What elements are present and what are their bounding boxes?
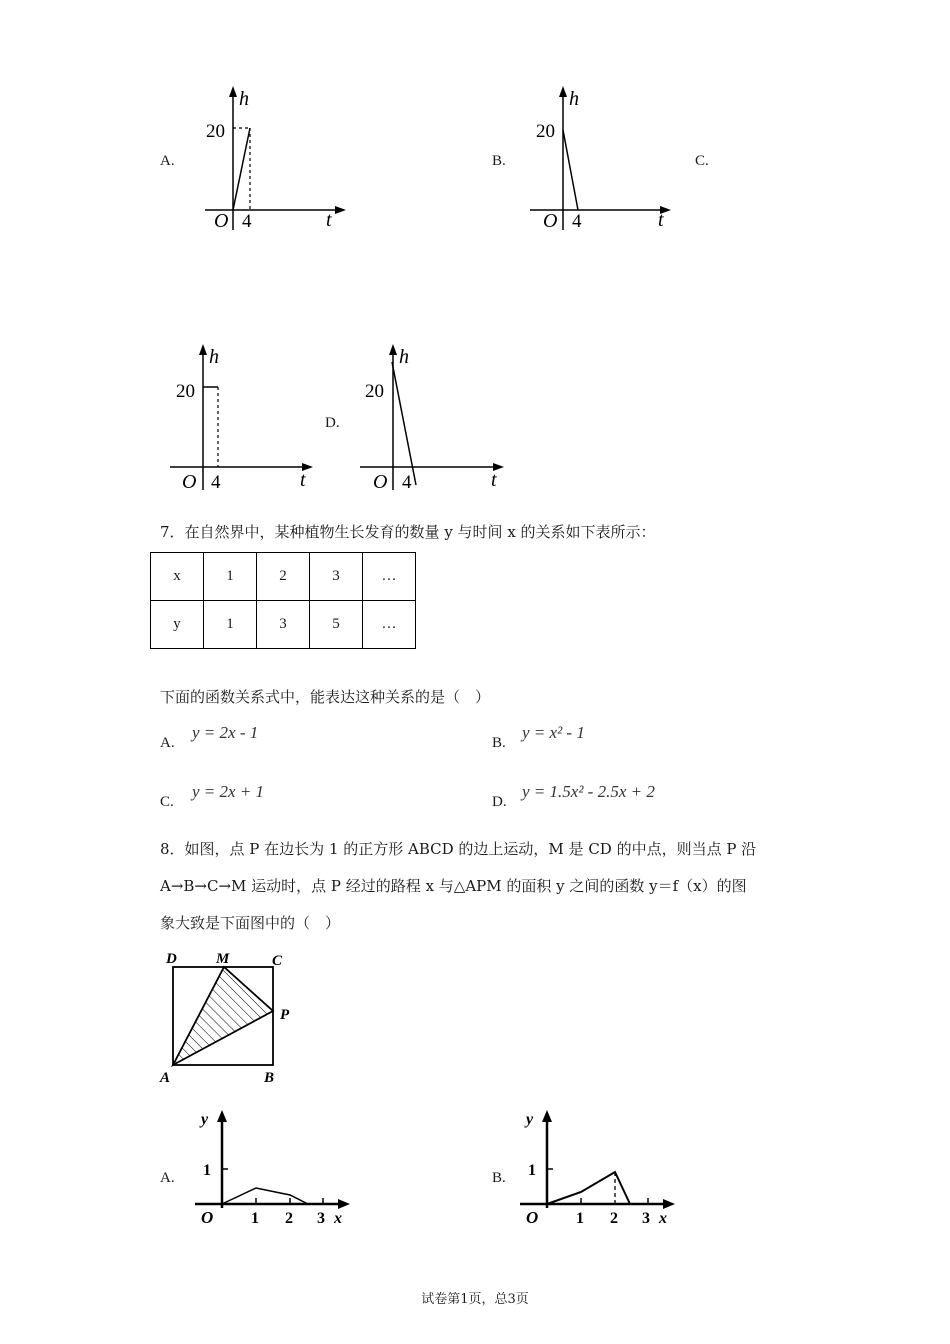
q8-option-a-label: A. — [160, 1170, 175, 1186]
q8a-x-tick-2: 2 — [285, 1210, 293, 1227]
q6d-y-tick: 20 — [365, 381, 384, 402]
q8-vertex-a: A — [160, 1070, 171, 1086]
q6a-x-tick: 4 — [242, 211, 252, 232]
q8a-x-tick-3: 3 — [317, 1210, 325, 1227]
q8-stem-line-1: 8．如图，点 P 在边长为 1 的正方形 ABCD 的边上运动，M 是 CD 的中点，则当点 P 沿 — [160, 840, 757, 858]
q6-option-a-label: A. — [160, 153, 175, 169]
q7-option-d-formula: y = 1.5x² - 2.5x + 2 — [522, 782, 655, 801]
q6-option-d-label: D. — [325, 415, 340, 431]
q8-graph-a — [195, 1100, 355, 1230]
q6d-x-tick: 4 — [402, 472, 412, 493]
q8a-y-tick: 1 — [203, 1162, 211, 1179]
table-cell: 3 — [257, 601, 310, 649]
q7-option-c-formula: y = 2x + 1 — [192, 782, 265, 801]
q8-vertex-d: D — [166, 951, 177, 967]
table-cell: x — [151, 553, 204, 601]
q6b-origin: O — [543, 210, 558, 232]
q6c-y-tick: 20 — [176, 381, 195, 402]
q8a-x-axis-label: x — [334, 1210, 342, 1227]
q8-vertex-b: B — [264, 1070, 275, 1086]
table-cell: … — [363, 601, 416, 649]
q8-point-p: P — [280, 1007, 290, 1023]
q6b-x-axis-label: t — [658, 209, 664, 231]
q6-graph-b — [525, 80, 685, 245]
q8b-x-tick-3: 3 — [642, 1210, 650, 1227]
q8b-y-tick: 1 — [528, 1162, 536, 1179]
q8-option-b-label: B. — [492, 1170, 506, 1186]
q7-option-a-formula: y = 2x - 1 — [192, 723, 259, 742]
q8b-x-axis-label: x — [659, 1210, 667, 1227]
q6c-y-axis-label: h — [209, 346, 219, 368]
q8b-x-tick-1: 1 — [576, 1210, 584, 1227]
q7-option-a-label: A. — [160, 735, 175, 751]
q6-graph-c — [165, 340, 325, 500]
q7-question: 下面的函数关系式中，能表达这种关系的是（ ） — [160, 688, 491, 706]
table-cell: … — [363, 553, 416, 601]
q8a-x-tick-1: 1 — [251, 1210, 259, 1227]
table-cell: 2 — [257, 553, 310, 601]
table-cell: 5 — [310, 601, 363, 649]
q6b-x-tick: 4 — [572, 211, 582, 232]
table-cell: y — [151, 601, 204, 649]
q6d-x-axis-label: t — [491, 469, 497, 491]
q6d-origin: O — [373, 471, 388, 493]
q7-option-b-label: B. — [492, 735, 506, 751]
q6b-y-tick: 20 — [536, 121, 555, 142]
q8-vertex-c: C — [272, 953, 283, 969]
q8-point-m: M — [216, 951, 230, 967]
q7-option-c-label: C. — [160, 794, 174, 810]
table-cell: 1 — [204, 601, 257, 649]
q6d-y-axis-label: h — [399, 346, 409, 368]
q6-graph-d — [355, 340, 515, 500]
q8b-y-axis-label: y — [526, 1111, 534, 1128]
q8-graph-b — [520, 1100, 680, 1230]
q6a-origin: O — [214, 210, 229, 232]
page-footer: 试卷第1页，总3页 — [421, 1292, 529, 1307]
q6c-x-axis-label: t — [300, 469, 306, 491]
q6a-y-axis-label: h — [239, 88, 249, 110]
q8a-y-axis-label: y — [201, 1111, 209, 1128]
q6-option-b-label: B. — [492, 153, 506, 169]
q6c-x-tick: 4 — [211, 472, 221, 493]
q7-table — [150, 552, 416, 649]
q8b-origin: O — [526, 1208, 539, 1227]
table-row — [151, 601, 416, 649]
q7-option-b-formula: y = x² - 1 — [522, 723, 585, 742]
q8-stem-line-2: A→B→C→M 运动时，点 P 经过的路程 x 与△APM 的面积 y 之间的函数 y＝f（x）的图 — [160, 877, 747, 895]
q6-graph-a — [195, 80, 355, 245]
q8a-origin: O — [201, 1208, 214, 1227]
q6b-y-axis-label: h — [569, 88, 579, 110]
q6a-x-axis-label: t — [326, 209, 332, 231]
q8b-x-tick-2: 2 — [610, 1210, 618, 1227]
table-cell: 3 — [310, 553, 363, 601]
q8-square-figure — [158, 945, 298, 1090]
q6-option-c-label: C. — [695, 153, 709, 169]
table-cell: 1 — [204, 553, 257, 601]
table-row — [151, 553, 416, 601]
q7-stem: 7．在自然界中，某种植物生长发育的数量 y 与时间 x 的关系如下表所示： — [160, 523, 656, 541]
q6c-origin: O — [182, 471, 197, 493]
q7-option-d-label: D. — [492, 794, 507, 810]
q8-stem-line-3: 象大致是下面图中的（ ） — [160, 914, 341, 932]
q6a-y-tick: 20 — [206, 121, 225, 142]
